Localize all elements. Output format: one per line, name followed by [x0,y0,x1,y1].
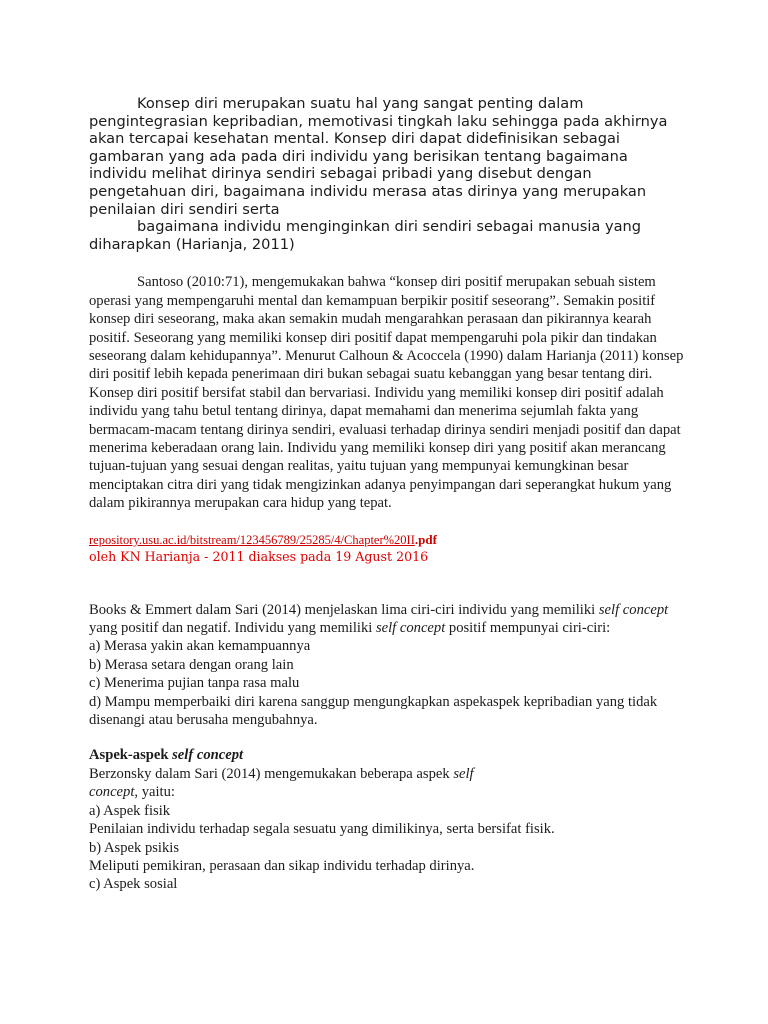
reference-source: oleh KN Harianja - 2011 diakses pada 19 Agust 2016 [89,548,429,564]
paragraph-books-emmert [89,601,689,638]
ciri-item: d) Mampu memperbaiki diri karena sanggup mengungkapkan aspekaspek kepribadian yang tidak disenangi atau berusaha mengubahnya. [89,693,658,729]
aspek-intro-post: , yaitu: [134,784,175,801]
heading-aspek [89,746,689,764]
aspek-list [89,802,689,894]
reference-link[interactable] [89,532,689,548]
ciri-item: b) Merasa setara dengan orang lain [89,656,294,673]
paragraph-konsep-diri [89,95,689,253]
books-self-concept-1: self concept [598,601,669,618]
paragraph-konsep-diri-tail: bagaimana individu menginginkan diri sendiri sebagai manusia yang diharapkan (Harianja, 2011) [89,218,642,253]
aspek-item: Meliputi pemikiran, perasaan dan sikap individu terhadap dirinya. [89,857,475,874]
ciri-item: a) Merasa yakin akan kemampuannya [89,638,311,655]
aspek-item: Penilaian individu terhadap segala sesuatu yang dimilikinya, serta bersifat fisik. [89,821,555,838]
aspek-intro-text: Berzonsky dalam Sari (2014) mengemukakan beberapa aspek [89,765,454,782]
aspek-item: c) Aspek sosial [89,876,178,893]
heading-aspek-em: self concept [172,747,244,764]
ciri-item: c) Menerima pujian tanpa rasa malu [89,675,300,692]
reference-ext[interactable]: .pdf [414,531,437,547]
reference-block [89,532,689,566]
aspek-item: b) Aspek psikis [89,839,179,856]
aspek-intro-em1: self [453,765,474,782]
paragraph-santoso: Santoso (2010:71), mengemukakan bahwa “konsep diri positif merupakan sebuah sistem operasi yang mempengaruhi mental dan kemampuan berpikir positif seseorang”. Semakin positif konsep diri seseorang, maka akan semakin mudah mengarahkan perasaan dan pikirannya kearah positif. Seseorang yang memiliki konsep diri positif dapat mempengaruhi pola pikir dan tindakan seseorang dalam kehidupannya”. Menurut Calhoun & Acoccela (1990) dalam Harianja (2011) konsep diri positif lebih kepada penerimaan diri bukan sebagai suatu kebanggan yang besar tentang diri. Konsep diri positif bersifat stabil dan bervariasi. Individu yang memiliki konsep diri positif adalah individu yang tahu betul tentang dirinya, dapat memahami dan menerima sejumlah fakta yang bermacam-macam tentang dirinya sendiri, evaluasi terhadap dirinya sendiri menjadi positif dan dapat menerima keberadaan orang lain. Individu yang memiliki konsep diri yang positif akan merancang tujuan-tujuan yang sesuai dengan realitas, yaitu tujuan yang mempunyai kemungkinan besar menciptakan citra diri yang tidak mengizinkan adanya penyimpangan dari seperangkat hukum yang dalam pikirannya merupakan cara hidup yang tepat. [89,274,684,512]
paragraph-konsep-diri-body: Konsep diri merupakan suatu hal yang sangat penting dalam pengintegrasian kepribadian, memotivasi tingkah laku sehingga pada akhirnya akan tercapai kesehatan mental. Konsep diri dapat didefinisikan sebagai gambaran yang ada pada diri individu yang berisikan tentang bagaimana individu melihat dirinya sendiri sebagai pribadi yang disebut dengan pengetahuan diri, bagaimana individu merasa atas dirinya yang merupakan penilaian diri sendiri serta [89,95,668,218]
books-text-1: Books & Emmert dalam Sari (2014) menjelaskan lima ciri-ciri individu yang memiliki [89,601,599,618]
heading-aspek-text: Aspek-aspek [89,747,173,764]
ciri-list [89,637,689,729]
document-page [89,95,689,894]
books-self-concept-2: self concept [375,620,446,637]
aspek-item: a) Aspek fisik [89,802,171,819]
aspek-intro-em2: concept [89,784,135,801]
books-text-3: positif mempunyai ciri-ciri: [445,620,611,637]
aspek-intro [89,765,689,802]
books-text-2: yang positif dan negatif. Individu yang memiliki [89,620,376,637]
reference-url[interactable]: repository.usu.ac.id/bitstream/123456789/25285/4/Chapter%20II [89,532,415,547]
